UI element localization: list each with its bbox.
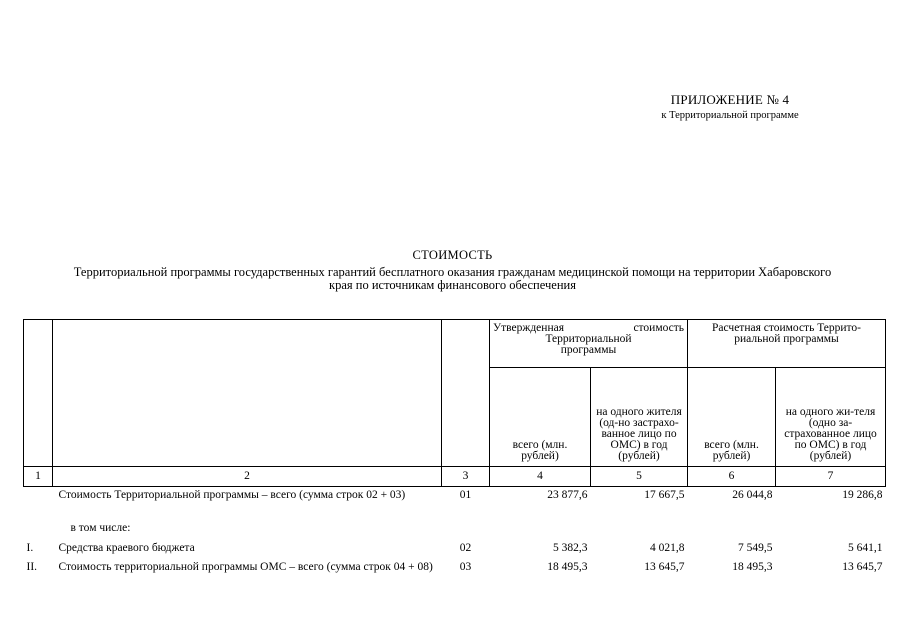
row-value-total-approved: [490, 520, 591, 540]
header-cell-name: [53, 320, 442, 467]
row-number: I.: [26, 541, 34, 554]
header-total-estimated: всего (млн. рублей): [688, 368, 776, 467]
header-group-approved: [490, 320, 688, 368]
row-name: Средства краевого бюджета: [58, 541, 195, 554]
column-number: 1: [24, 467, 53, 487]
table-row: [24, 559, 886, 589]
row-value-per-capita-approved: 17 667,5: [644, 489, 685, 501]
column-number: 2: [53, 467, 442, 487]
row-code: 01: [459, 489, 472, 501]
title-subheading: Территориальной программы государственных гарантий бесплатного оказания гражданам медицинской помощи на территории Хабаровского края по источникам финансового обеспечения: [73, 265, 832, 292]
row-number: II.: [26, 560, 38, 573]
column-number: 4: [490, 467, 591, 487]
row-value-per-capita-approved: [591, 520, 688, 540]
column-number: 7: [776, 467, 886, 487]
appendix-block: [600, 92, 860, 122]
title-heading: СТОИМОСТЬ: [412, 248, 493, 262]
column-number: 3: [442, 467, 490, 487]
row-value-per-capita-estimated: 5 641,1: [848, 541, 883, 554]
header-per-capita-approved: на одного жителя (од-но застрахо-ванное лицо по ОМС) в год (рублей): [591, 368, 688, 467]
header-row-groups: [24, 320, 886, 368]
row-code: 03: [459, 560, 472, 573]
document-title: [40, 247, 865, 292]
column-number: 5: [591, 467, 688, 487]
row-value-per-capita-estimated: [776, 520, 886, 540]
row-value-per-capita-estimated: 13 645,7: [842, 560, 883, 573]
cost-table: [23, 319, 886, 589]
header-cell-num: [24, 320, 53, 467]
row-value-total-approved: 23 877,6: [547, 489, 588, 501]
header-group-approved-left: Утвержденная: [493, 322, 564, 334]
appendix-number: ПРИЛОЖЕНИЕ № 4: [670, 92, 790, 107]
row-value-total-estimated: 7 549,5: [738, 541, 773, 554]
row-code: 02: [459, 541, 472, 554]
header-row-numbers: [24, 467, 886, 487]
row-value-total-estimated: [688, 520, 776, 540]
header-cell-code: [442, 320, 490, 467]
row-value-per-capita-estimated: 19 286,8: [842, 489, 883, 501]
row-name: Стоимость территориальной программы ОМС – всего (сумма строк 04 + 08): [58, 560, 433, 573]
column-number: 6: [688, 467, 776, 487]
row-value-total-approved: 18 495,3: [547, 560, 588, 573]
row-value-per-capita-approved: 4 021,8: [650, 541, 685, 554]
row-value-total-estimated: 26 044,8: [732, 489, 773, 501]
header-group-estimated: Расчетная стоимость Террито-риальной программы: [688, 320, 886, 368]
row-value-total-estimated: 18 495,3: [732, 560, 773, 573]
appendix-subtitle: к Территориальной программе: [661, 110, 799, 121]
row-name: Стоимость Территориальной программы – всего (сумма строк 02 + 03): [58, 489, 406, 501]
header-group-approved-rest: Территориальной программы: [545, 333, 632, 356]
table-row: [24, 520, 886, 540]
row-number: [24, 520, 53, 540]
header-group-approved-right: стоимость: [633, 322, 685, 334]
table-row: [24, 540, 886, 559]
row-value-total-approved: 5 382,3: [553, 541, 588, 554]
header-total-approved: всего (млн. рублей): [490, 368, 591, 467]
row-value-per-capita-approved: 13 645,7: [644, 560, 685, 573]
row-name: в том числе:: [70, 521, 131, 534]
row-number: [24, 487, 53, 520]
row-code: [442, 520, 490, 540]
header-per-capita-estimated: на одного жи-теля (одно за-страхованное лицо по ОМС) в год (рублей): [776, 368, 886, 467]
table-row: [24, 487, 886, 520]
